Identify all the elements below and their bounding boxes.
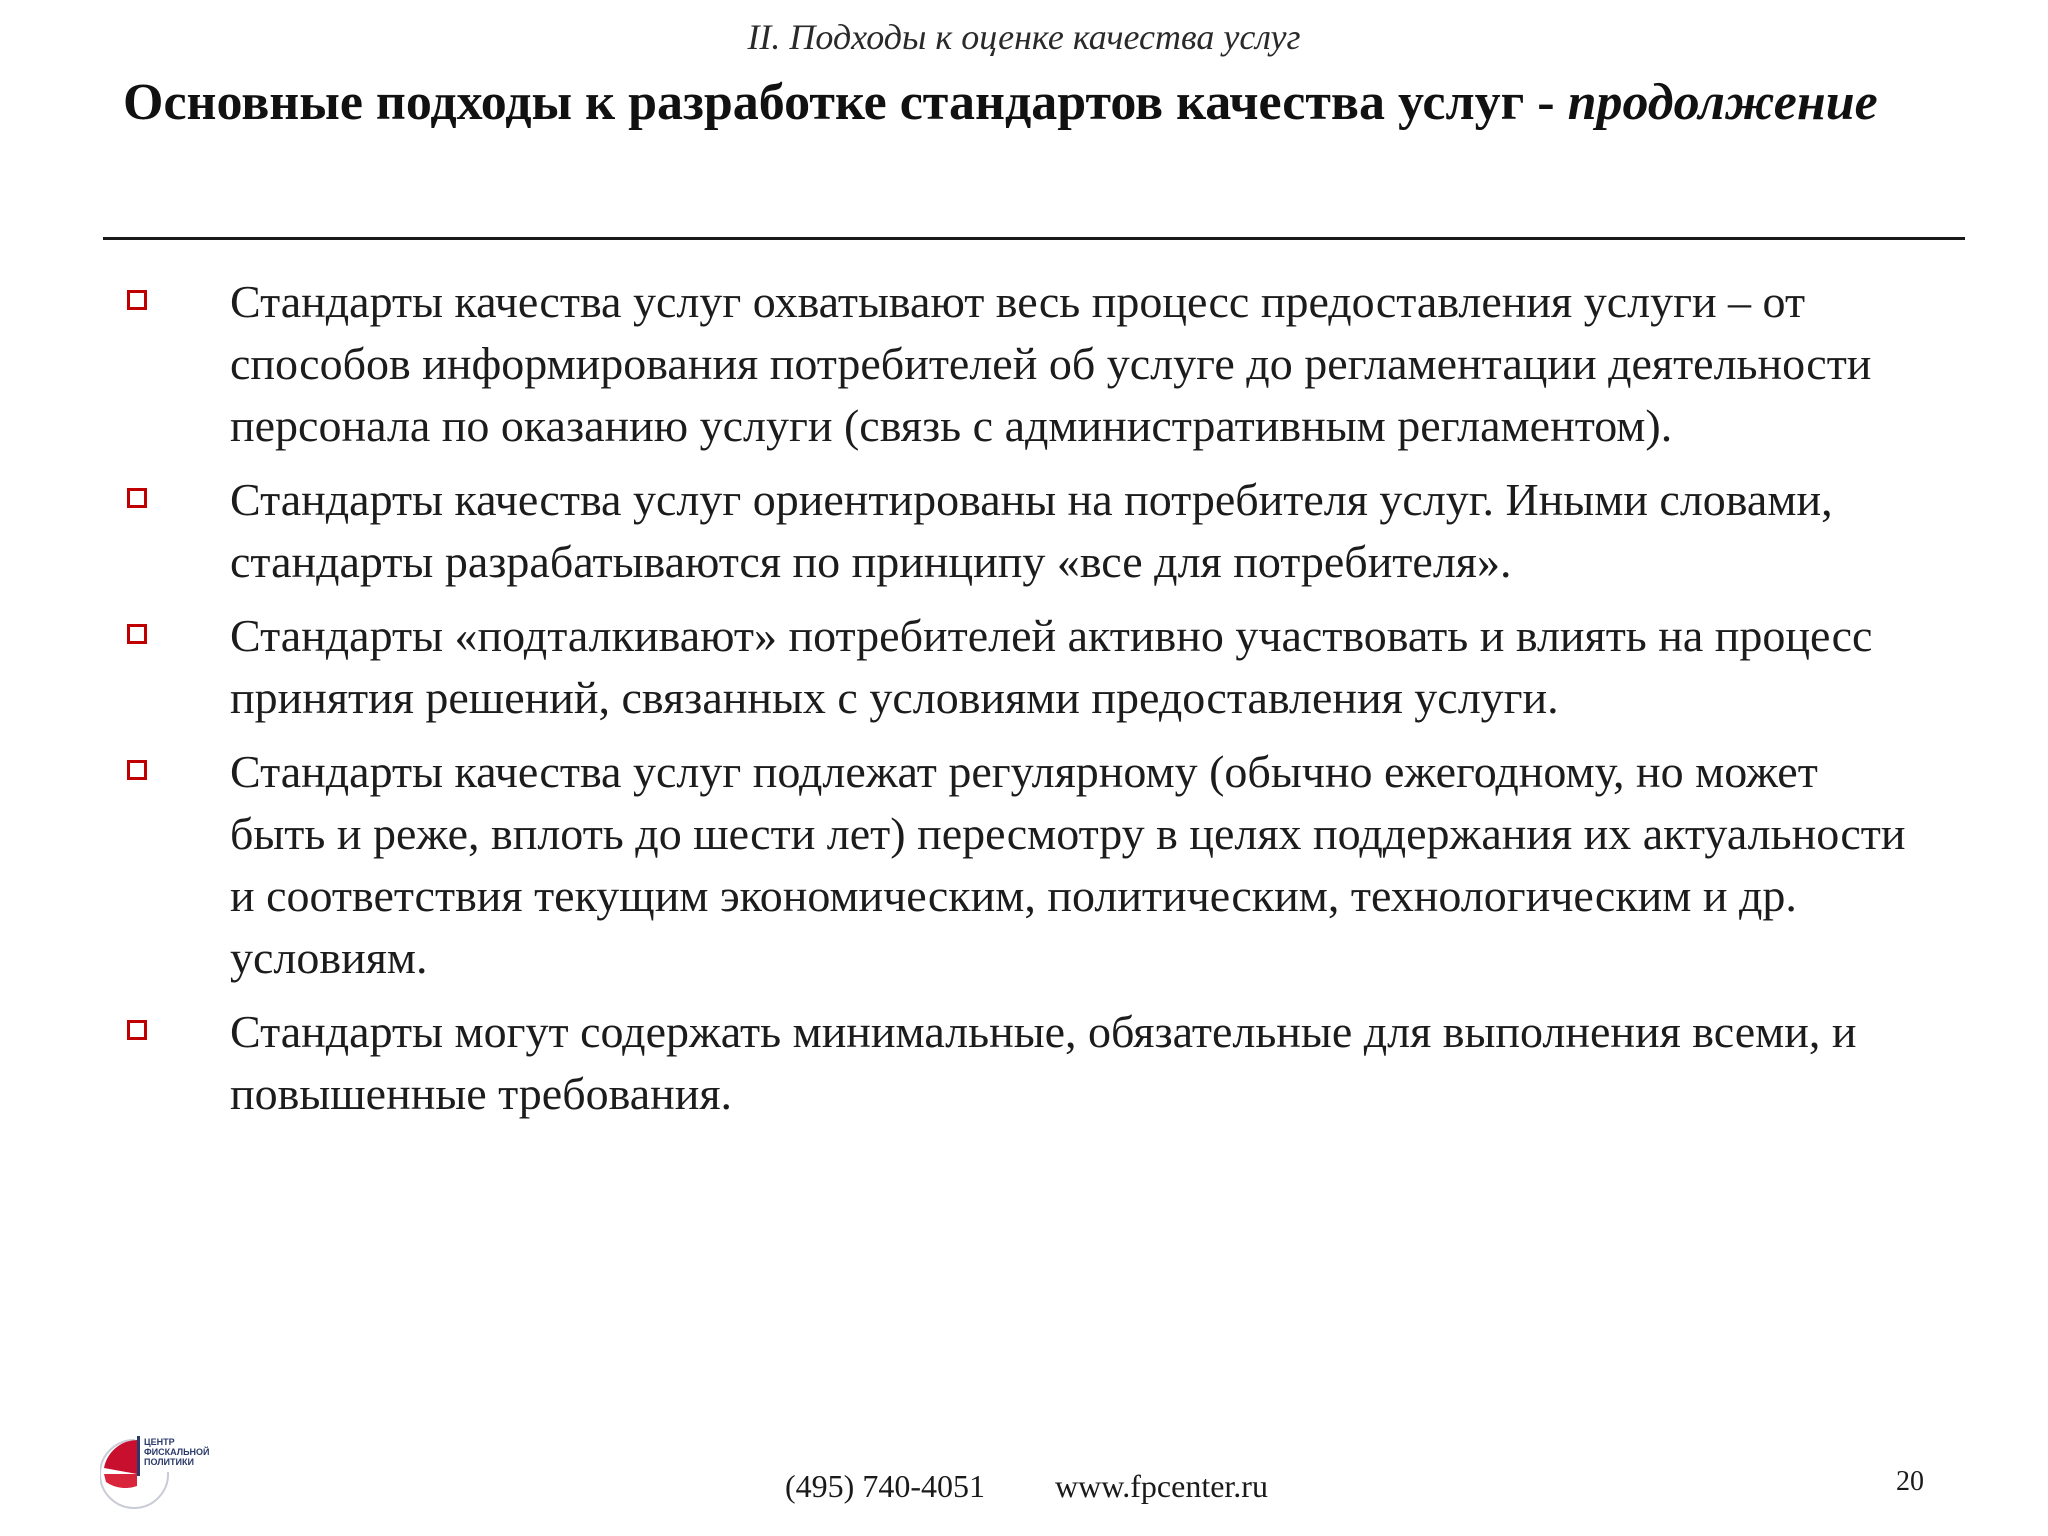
bullet-text: Стандарты могут содержать минимальные, обязательные для выполнения всеми, и повышенные требования. — [230, 1006, 1857, 1119]
bullet-text: Стандарты качества услуг ориентированы на потребителя услуг. Иными словами, стандарты разрабатываются по принципу «все для потребителя». — [230, 474, 1833, 587]
square-bullet-icon — [127, 488, 147, 508]
logo-text-line2: ФИСКАЛЬНОЙ — [144, 1447, 210, 1457]
bullet-item — [0, 469, 1920, 593]
logo-red-lower — [104, 1474, 137, 1488]
bullet-text: Стандарты «подталкивают» потребителей активно участвовать и влиять на процесс принятия решений, связанных с условиями предоставления услуги. — [230, 610, 1873, 723]
square-bullet-icon — [127, 624, 147, 644]
footer-website: www.fpcenter.ru — [1055, 1468, 1268, 1504]
page-number: 20 — [1896, 1466, 1924, 1497]
slide-title-continuation: продолжение — [1567, 74, 1878, 131]
bullet-item — [0, 741, 1920, 989]
logo-red-segment — [104, 1440, 137, 1474]
square-bullet-icon — [127, 1020, 147, 1040]
section-label: II. Подходы к оценке качества услуг — [747, 17, 1301, 57]
square-bullet-icon — [127, 290, 147, 310]
fiscal-policy-center-logo — [100, 1428, 230, 1518]
footer-phone: (495) 740-4051 — [785, 1468, 985, 1504]
logo-blue-bar — [137, 1436, 140, 1476]
slide-title — [123, 70, 1963, 136]
bullet-item — [0, 605, 1920, 729]
bullet-text: Стандарты качества услуг охватывают весь процесс предоставления услуги – от способов информирования потребителей об услуге до регламентации деятельности персонала по оказанию услуги (связь с административным регламентом). — [230, 276, 1872, 451]
square-bullet-icon — [127, 760, 147, 780]
logo-text-line3: ПОЛИТИКИ — [144, 1457, 194, 1467]
title-divider — [103, 237, 1965, 240]
bullet-item — [0, 1001, 1920, 1125]
bullet-item — [0, 271, 1920, 457]
slide-title-main: Основные подходы к разработке стандартов качества услуг - — [123, 74, 1568, 131]
logo-text-line1: ЦЕНТР — [144, 1437, 175, 1447]
bullet-text: Стандарты качества услуг подлежат регулярному (обычно ежегодному, но может быть и реже, вплоть до шести лет) пересмотру в целях поддержания их актуальности и соответствия текущим экономическим, политическим, технологическим и др. условиям. — [230, 746, 1906, 983]
bullet-list — [0, 271, 2048, 1137]
